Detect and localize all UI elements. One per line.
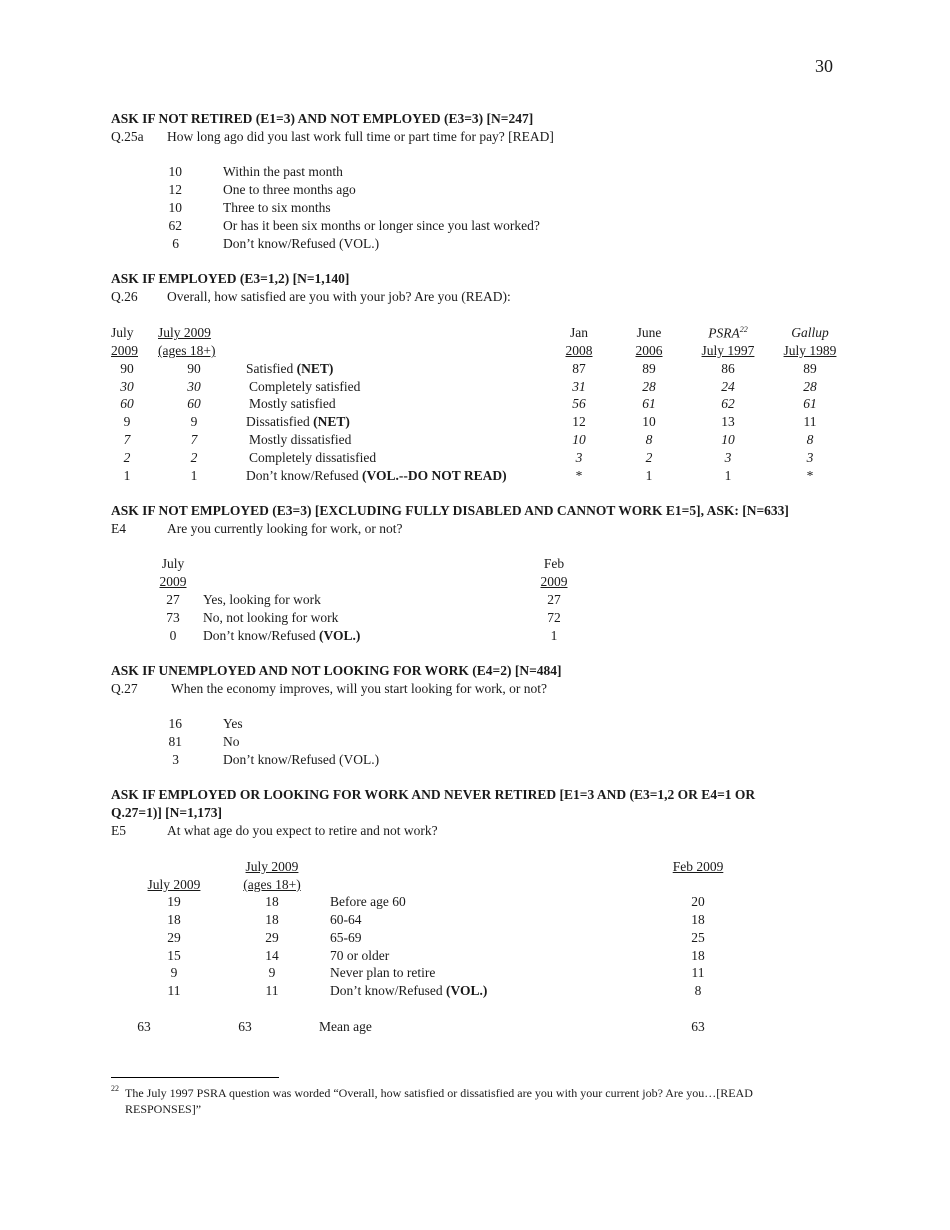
- cell: 56: [572, 396, 586, 411]
- cell: 62: [721, 396, 735, 411]
- footnote-ref: 22: [739, 325, 748, 334]
- cell: 60: [187, 396, 201, 411]
- cell: 61: [642, 396, 656, 411]
- row-label: No, not looking for work: [203, 610, 339, 625]
- cell: 20: [691, 894, 705, 909]
- q25a-text: How long ago did you last work full time or part time for pay? [READ]: [167, 129, 554, 144]
- row-label-bold: (VOL.): [446, 983, 488, 998]
- q26-header: ASK IF EMPLOYED (E3=1,2) [N=1,140]: [111, 271, 350, 286]
- mean-cell: 63: [238, 1019, 252, 1034]
- e4-text: Are you currently looking for work, or not?: [167, 521, 403, 536]
- mean-label: Mean age: [319, 1019, 372, 1034]
- row-label: Before age 60: [330, 894, 406, 909]
- cell: 1: [123, 468, 131, 483]
- cell: 9: [170, 965, 178, 980]
- e5-header-line1: ASK IF EMPLOYED OR LOOKING FOR WORK AND NEVER RETIRED [E1=3 AND (E3=1,2 OR E4=1 OR: [111, 787, 756, 802]
- cell: 2: [190, 450, 198, 465]
- cell: 1: [550, 628, 558, 643]
- q27-text: When the economy improves, will you start looking for work, or not?: [171, 681, 548, 696]
- row-label: 65-69: [330, 930, 362, 945]
- q27-label: Yes: [223, 716, 243, 731]
- cell: 89: [642, 361, 656, 376]
- mean-cell: 63: [691, 1019, 705, 1034]
- e5-text: At what age do you expect to retire and not work?: [167, 823, 438, 838]
- cell: 11: [691, 965, 705, 980]
- cell: 86: [721, 361, 735, 376]
- cell: 1: [645, 468, 653, 483]
- cell: 12: [572, 414, 586, 429]
- cell: 8: [645, 432, 653, 447]
- col-header: (ages 18+): [158, 343, 216, 358]
- row-label: [203, 628, 360, 644]
- col-header: July 1989: [783, 343, 837, 358]
- e5-header-line2: Q.27=1)] [N=1,173]: [111, 805, 222, 820]
- cell: 1: [724, 468, 732, 483]
- col-header: Jan: [570, 325, 588, 340]
- cell: 27: [547, 592, 561, 607]
- row-label: [246, 468, 507, 484]
- col-header: July 2009: [245, 859, 299, 874]
- cell: *: [806, 468, 814, 483]
- e4-number: E4: [111, 521, 126, 536]
- q25a-val: 10: [168, 200, 182, 215]
- q27-header: ASK IF UNEMPLOYED AND NOT LOOKING FOR WORK (E4=2) [N=484]: [111, 663, 562, 678]
- cell: 30: [120, 379, 134, 394]
- col-header: June: [636, 325, 662, 340]
- col-header: (ages 18+): [243, 877, 301, 892]
- col-header: Feb: [543, 556, 565, 571]
- col-header: July 2009: [147, 877, 201, 892]
- cell: 11: [803, 414, 817, 429]
- q25a-val: 6: [172, 236, 179, 251]
- cell: 18: [265, 912, 279, 927]
- cell: 8: [694, 983, 702, 998]
- footnote-text: The July 1997 PSRA question was worded “Overall, how satisfied or dissatisfied are you with your current job? Are you…[READ RESPONSES]”: [125, 1086, 753, 1116]
- row-label: Completely dissatisfied: [249, 450, 377, 465]
- col-header: July 2009: [158, 325, 211, 340]
- col-header: 2009: [540, 574, 568, 589]
- cell: 9: [268, 965, 276, 980]
- cell: 2: [645, 450, 653, 465]
- q25a-label: Within the past month: [223, 164, 343, 179]
- cell: 29: [265, 930, 279, 945]
- row-label: [246, 361, 333, 377]
- cell: 60: [120, 396, 134, 411]
- q25a-label: Or has it been six months or longer since you last worked?: [223, 218, 540, 233]
- footnote-separator: [111, 1077, 279, 1078]
- col-header: Gallup: [791, 325, 829, 340]
- row-label-text: Dissatisfied: [246, 414, 314, 429]
- cell: 3: [575, 450, 583, 465]
- page-number: 30: [815, 56, 833, 76]
- cell: 13: [721, 414, 735, 429]
- cell: 90: [120, 361, 134, 376]
- cell: 28: [803, 379, 817, 394]
- q26-text: Overall, how satisfied are you with your job? Are you (READ):: [167, 289, 511, 304]
- col-header: 2009: [159, 574, 187, 589]
- col-header: July: [111, 325, 134, 340]
- cell: 72: [547, 610, 561, 625]
- cell: 61: [803, 396, 817, 411]
- cell: 0: [169, 628, 177, 643]
- cell: 18: [265, 894, 279, 909]
- e4-header: ASK IF NOT EMPLOYED (E3=3) [EXCLUDING FULLY DISABLED AND CANNOT WORK E1=5], ASK: [N=633]: [111, 503, 789, 518]
- row-label-text: Satisfied: [246, 361, 297, 376]
- q26-number: Q.26: [111, 289, 138, 304]
- q25a-val: 62: [168, 218, 182, 233]
- row-label: Yes, looking for work: [203, 592, 321, 607]
- cell: 89: [803, 361, 817, 376]
- cell: 73: [166, 610, 180, 625]
- col-header: July: [161, 556, 185, 571]
- cell: 7: [123, 432, 131, 447]
- row-label: Never plan to retire: [330, 965, 436, 980]
- cell: 25: [691, 930, 705, 945]
- row-label: 60-64: [330, 912, 362, 927]
- cell: 10: [572, 432, 586, 447]
- col-header: July 1997: [701, 343, 755, 358]
- row-label: [246, 414, 350, 430]
- col-header: Feb 2009: [672, 859, 724, 874]
- cell: 19: [167, 894, 181, 909]
- q25a-number: Q.25a: [111, 129, 144, 144]
- cell: 11: [265, 983, 279, 998]
- cell: 11: [167, 983, 181, 998]
- row-label: Completely satisfied: [249, 379, 361, 394]
- q27-number: Q.27: [111, 681, 138, 696]
- cell: 29: [167, 930, 181, 945]
- row-label-bold: (NET): [313, 414, 350, 429]
- cell: 9: [190, 414, 198, 429]
- cell: 3: [724, 450, 732, 465]
- col-header: 2009: [111, 343, 138, 358]
- cell: 27: [166, 592, 180, 607]
- mean-cell: 63: [137, 1019, 151, 1034]
- row-label: 70 or older: [330, 948, 390, 963]
- cell: 28: [642, 379, 656, 394]
- col-header: 2006: [635, 343, 663, 358]
- cell: 24: [721, 379, 735, 394]
- footnote-mark: 22: [111, 1084, 119, 1093]
- cell: 31: [572, 379, 586, 394]
- cell: 30: [187, 379, 201, 394]
- cell: 3: [806, 450, 814, 465]
- cell: 18: [691, 912, 705, 927]
- q25a-label: Don’t know/Refused (VOL.): [223, 236, 380, 251]
- col-header: 2008: [565, 343, 593, 358]
- e5-number: E5: [111, 823, 126, 838]
- cell: 87: [572, 361, 586, 376]
- q27-label: Don’t know/Refused (VOL.): [223, 752, 380, 767]
- row-label-text: Don’t know/Refused: [246, 468, 362, 483]
- cell: 18: [167, 912, 181, 927]
- row-label: Mostly satisfied: [249, 396, 336, 411]
- q27-val: 3: [172, 752, 179, 767]
- cell: 10: [721, 432, 735, 447]
- q27-val: 81: [168, 734, 182, 749]
- col-header-text: PSRA: [708, 325, 740, 341]
- q27-val: 16: [168, 716, 182, 731]
- row-label: [330, 983, 487, 999]
- q25a-header: ASK IF NOT RETIRED (E1=3) AND NOT EMPLOYED (E3=3) [N=247]: [111, 111, 534, 126]
- cell: 10: [642, 414, 656, 429]
- row-label-text: Don’t know/Refused: [330, 983, 446, 998]
- cell: 14: [265, 948, 279, 963]
- cell: 8: [806, 432, 814, 447]
- cell: 15: [167, 948, 181, 963]
- cell: *: [575, 468, 583, 483]
- q27-label: No: [223, 734, 240, 749]
- row-label-bold: (NET): [296, 361, 334, 376]
- q25a-label: One to three months ago: [223, 182, 356, 197]
- q25a-val: 10: [168, 164, 182, 179]
- cell: 1: [190, 468, 198, 483]
- q25a-val: 12: [168, 182, 182, 197]
- cell: 90: [187, 361, 201, 376]
- row-label-text: Don’t know/Refused: [203, 628, 319, 643]
- row-label-bold: (VOL.): [319, 628, 361, 643]
- q25a-label: Three to six months: [223, 200, 331, 215]
- cell: 18: [691, 948, 705, 963]
- col-header: [690, 325, 766, 342]
- cell: 2: [123, 450, 131, 465]
- row-label: Mostly dissatisfied: [249, 432, 352, 447]
- cell: 9: [123, 414, 131, 429]
- row-label-bold: (VOL.--DO NOT READ): [362, 468, 507, 483]
- cell: 7: [190, 432, 198, 447]
